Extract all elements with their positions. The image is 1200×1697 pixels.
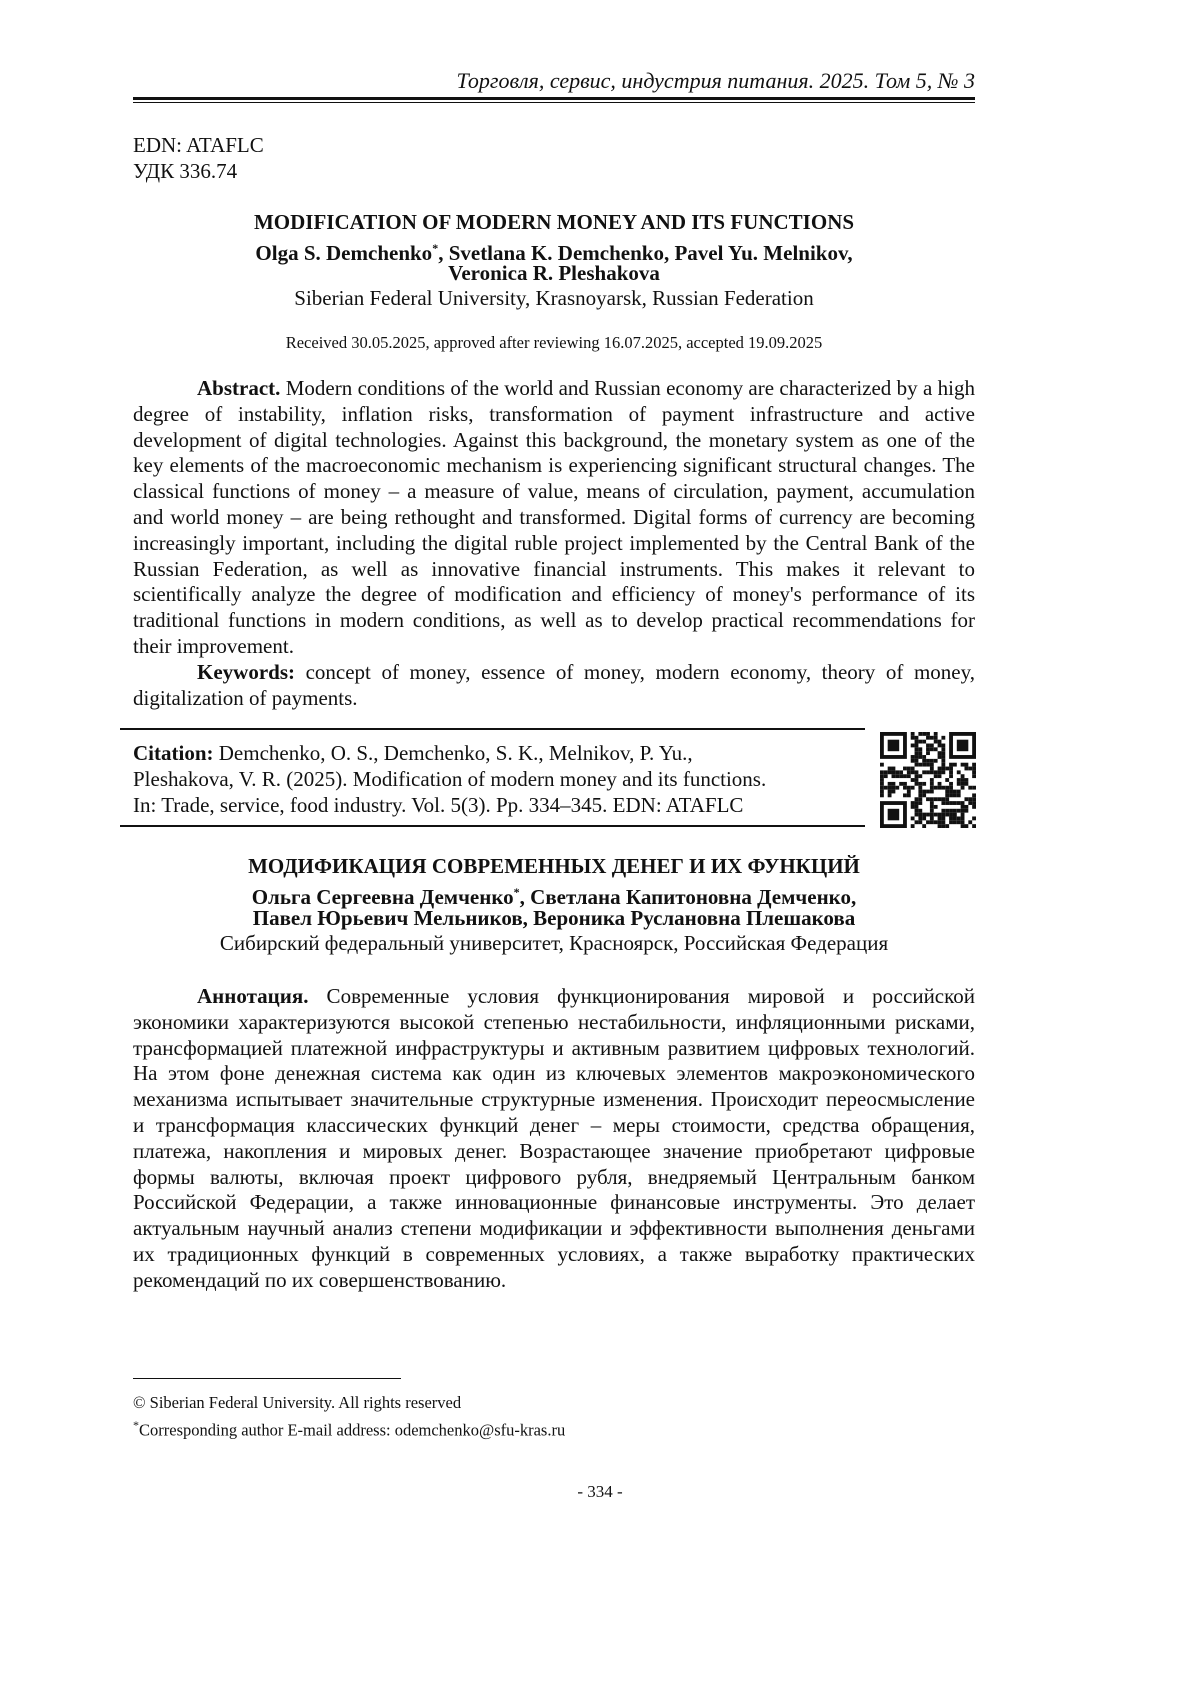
qr-code[interactable] <box>880 732 976 828</box>
citation-label: Citation: <box>133 741 214 765</box>
article-meta <box>133 132 264 184</box>
citation-rule-bottom <box>120 825 865 827</box>
citation-line: Demchenko, O. S., Demchenko, S. K., Melnikov, P. Yu., <box>213 741 693 765</box>
affiliation-en: Siberian Federal University, Krasnoyarsk, Russian Federation <box>294 286 814 310</box>
abstract-en <box>133 376 975 711</box>
keywords-label: Keywords: <box>197 659 295 684</box>
citation <box>133 740 873 818</box>
footnote-rule <box>133 1378 401 1379</box>
title-en: MODIFICATION OF MODERN MONEY AND ITS FUNCTIONS <box>253 210 855 234</box>
footnotes <box>133 1391 565 1442</box>
authors-ru-line2: Павел Юрьевич Мельников, Вероника Руслановна Плешакова <box>252 906 856 930</box>
edn: EDN: ATAFLC <box>133 133 264 157</box>
journal-header: Торговля, сервис, индустрия питания. 2025. Том 5, № 3 <box>456 68 975 93</box>
asterisk: * <box>432 241 439 255</box>
abstract-ru <box>133 984 975 1294</box>
author-1: Olga S. Demchenko <box>255 241 433 265</box>
corresponding-text: Corresponding author E-mail address: odemchenko@sfu-kras.ru <box>139 1420 566 1440</box>
title-ru: МОДИФИКАЦИЯ СОВРЕМЕННЫХ ДЕНЕГ И ИХ ФУНКЦИЙ <box>248 854 860 878</box>
affiliation-ru: Сибирский федеральный университет, Красноярск, Российская Федерация <box>219 931 889 955</box>
copyright: © Siberian Federal University. All rights reserved <box>133 1393 462 1412</box>
citation-rule-top <box>120 728 865 730</box>
authors-rest: , Svetlana K. Demchenko, Pavel Yu. Melnikov, <box>438 241 853 265</box>
author-1: Ольга Сергеевна Демченко <box>251 885 514 909</box>
abstract-text: Modern conditions of the world and Russian economy are characterized by a high degree of instability, inflation risks, transformation of payment infrastructure and active development of digital technologies. Against this background, the monetary system as one of the key elements of the macroeconomic mechanism is experiencing significant structural changes. The classical functions of money – a measure of value, means of circulation, payment, accumulation and world money – are being rethought and transformed. Digital forms of currency are becoming increasingly important, including the digital ruble project implemented by the Central Bank of the Russian Federation, as well as innovative financial instruments. This makes it relevant to scientifically analyze the degree of modification and efficiency of money's performance of its traditional functions in modern conditions, as well as to develop practical recommendations for their improvement. <box>133 376 975 658</box>
received-dates: Received 30.05.2025, approved after reviewing 16.07.2025, accepted 19.09.2025 <box>285 333 823 352</box>
header-rule-thin <box>133 102 975 103</box>
authors-en-line2: Veronica R. Pleshakova <box>448 261 660 285</box>
header-rule <box>133 97 975 100</box>
asterisk: * <box>513 885 520 899</box>
asterisk: * <box>133 1418 139 1432</box>
citation-line: Pleshakova, V. R. (2025). Modification of modern money and its functions. <box>133 767 767 791</box>
page-number: - 334 - <box>577 1482 623 1501</box>
keywords-text: concept of money, essence of money, modern economy, theory of money, digitalization of payments. <box>133 659 975 710</box>
abstract-text: Современные условия функционирования мировой и российской экономики характеризуются высокой степенью нестабильности, инфляционными рисками, трансформацией платежной инфраструктуры и активным развитием цифровых технологий. На этом фоне денежная система как один из ключевых элементов макроэкономического механизма испытывает значительные структурные изменения. Происходит переосмысление и трансформация классических функций денег – меры стоимости, средства обращения, платежа, накопления и мировых денег. Возрастающее значение приобретают цифровые формы валюты, включая проект цифрового рубля, внедряемый Центральным банком Российской Федерации, а также инновационные финансовые инструменты. Это делает актуальным научный анализ степени модификации и эффективности выполнения деньгами их традиционных функций в современных условиях, а также выработку практических рекомендаций по их совершенствованию. <box>133 984 975 1292</box>
authors-rest: , Светлана Капитоновна Демченко, <box>519 885 857 909</box>
citation-line: In: Trade, service, food industry. Vol. 5(3). Pp. 334–345. EDN: ATAFLC <box>133 793 744 817</box>
abstract-label: Аннотация. <box>197 984 309 1008</box>
abstract-label: Abstract. <box>197 376 281 400</box>
corresponding-author <box>133 1414 565 1442</box>
udk: УДК 336.74 <box>133 159 238 183</box>
